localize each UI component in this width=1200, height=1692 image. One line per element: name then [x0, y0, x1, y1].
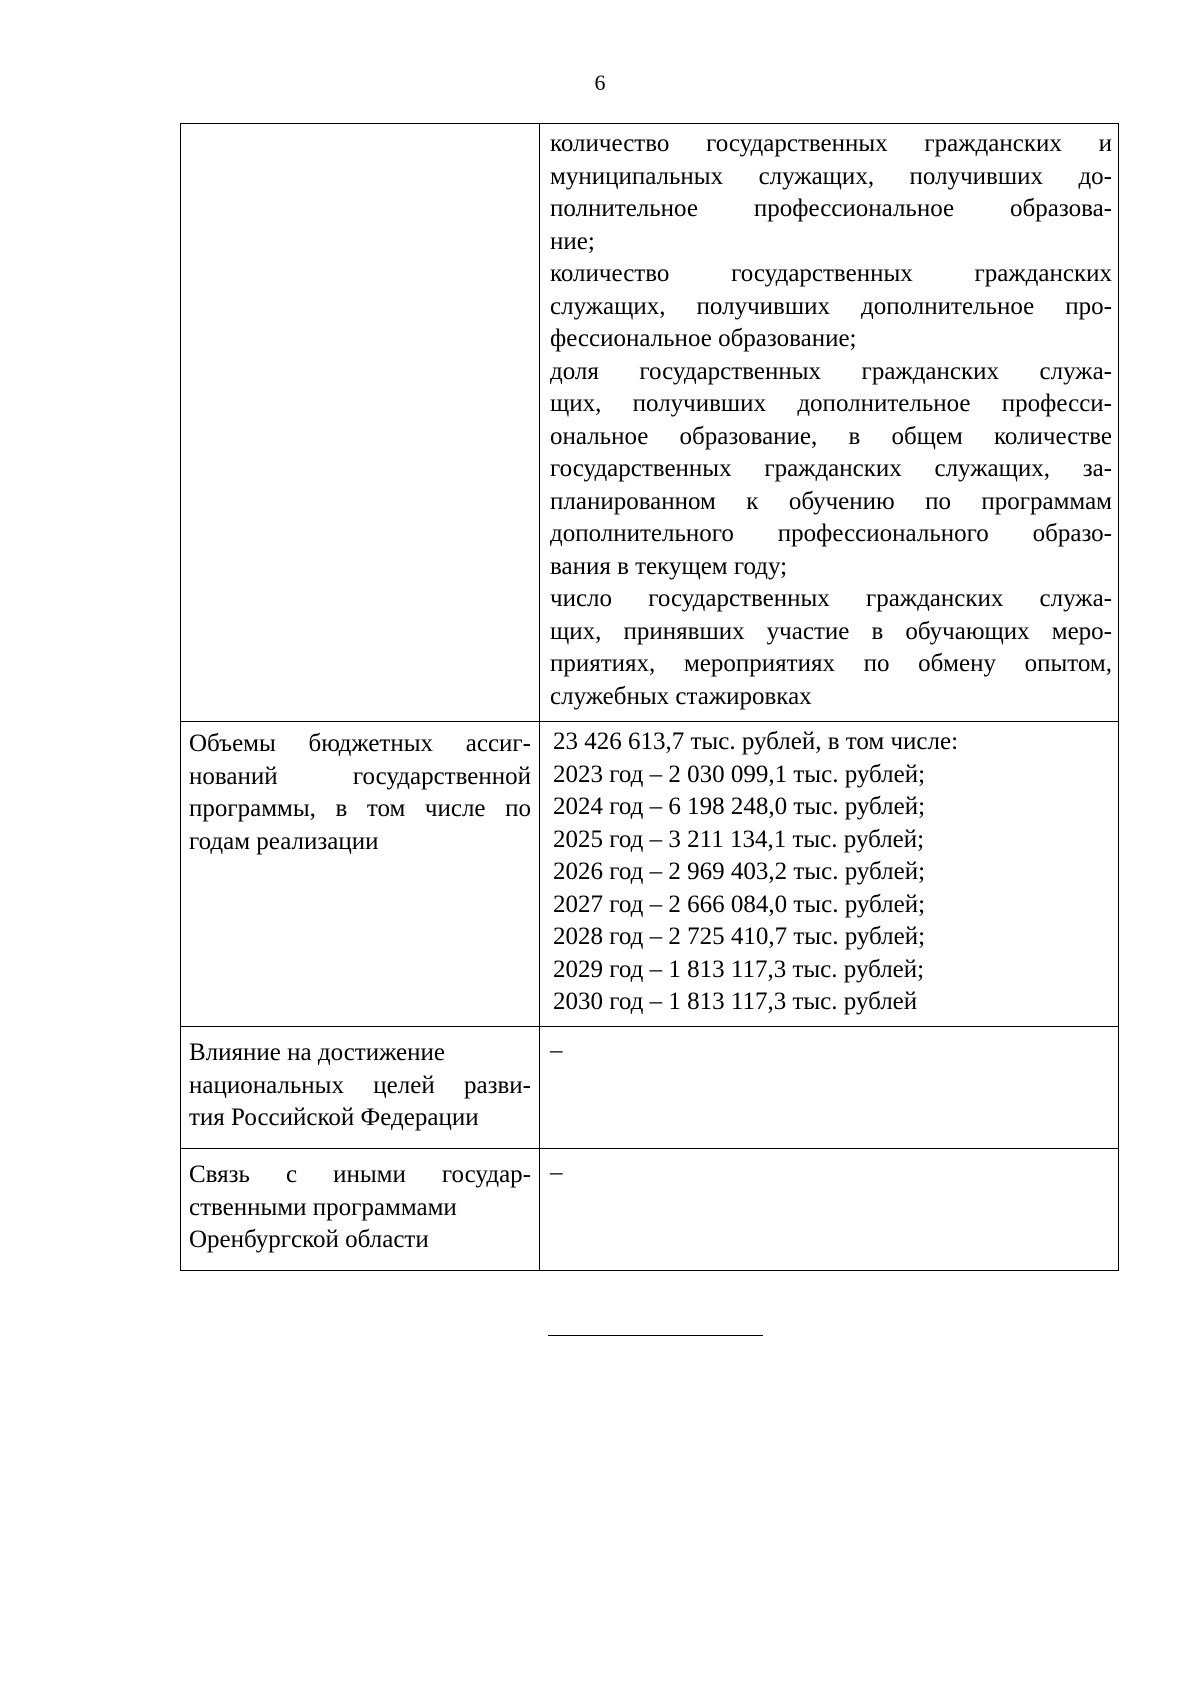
budget-label-line: Объемы бюджетных ассиг- [189, 730, 531, 757]
budget-year-line: 2030 год – 1 813 117,3 тыс. рублей [553, 988, 918, 1015]
closing-rule [548, 1335, 763, 1336]
national-goals-value: – [550, 1037, 563, 1064]
indicators-value-cell [540, 124, 1119, 722]
budget-year-line: 2027 год – 2 666 084,0 тыс. рублей; [553, 890, 926, 918]
budget-year-line: 2028 год – 2 725 410,7 тыс. рублей; [553, 923, 926, 950]
indicator-line: ние; [550, 227, 595, 255]
indicator-line: ональное образование, в общем количестве [550, 422, 1112, 450]
budget-label-cell [181, 722, 540, 1027]
national-goals-label-line: Влияние на достижение [189, 1039, 445, 1066]
related-programs-label-cell [181, 1149, 540, 1271]
budget-year-line: 2024 год – 6 198 248,0 тыс. рублей; [553, 793, 926, 820]
indicators-label-cell [181, 124, 540, 722]
indicator-line: государственных гражданских служащих, за- [550, 455, 1112, 482]
indicator-line: приятиях, мероприятиях по обмену опытом, [550, 650, 1112, 677]
table-row-national-goals [181, 1027, 1119, 1149]
indicator-line: количество государственных гражданских [550, 260, 1112, 287]
national-goals-label-line: тия Российской Федерации [189, 1104, 479, 1131]
related-programs-label-line: ственными программами [189, 1193, 457, 1221]
budget-total: 23 426 613,7 тыс. рублей, в том числе: [553, 728, 959, 755]
table-row-indicators [181, 124, 1119, 722]
related-programs-value: – [550, 1159, 563, 1186]
program-passport-table [180, 123, 1119, 1271]
related-programs-label-line: Оренбургской области [189, 1226, 429, 1253]
indicator-line: вания в текущем году; [550, 552, 788, 580]
page-number: 6 [594, 70, 606, 95]
indicator-line: число государственных гражданских служа- [550, 585, 1112, 612]
indicator-line: дополнительного профессионального образо- [550, 520, 1112, 547]
indicator-line: служащих, получивших дополнительное про- [550, 292, 1112, 320]
indicator-line: доля государственных гражданских служа- [550, 357, 1112, 385]
budget-year-line: 2026 год – 2 969 403,2 тыс. рублей; [553, 858, 926, 885]
table-row-related-programs [181, 1149, 1119, 1271]
indicator-line: полнительное профессиональное образова- [550, 195, 1112, 222]
budget-year-line: 2025 год – 3 211 134,1 тыс. рублей; [553, 825, 925, 853]
indicators-label [181, 124, 539, 130]
indicator-line: количество государственных гражданских и [550, 130, 1112, 157]
budget-label-line: нований государственной [189, 762, 531, 790]
budget-label-line: программы, в том числе по [189, 795, 531, 822]
national-goals-label-cell [181, 1027, 540, 1149]
indicator-line: щих, принявших участие в обучающих меро- [550, 617, 1112, 645]
indicator-line: служебных стажировках [550, 682, 812, 710]
national-goals-value-cell [540, 1027, 1119, 1149]
budget-value-cell [540, 722, 1119, 1027]
table-row-budget [181, 722, 1119, 1027]
related-programs-value-cell [540, 1149, 1119, 1271]
indicator-line: щих, получивших дополнительное професси- [550, 390, 1112, 417]
related-programs-label-line: Связь с иными государ- [189, 1161, 531, 1188]
budget-year-line: 2023 год – 2 030 099,1 тыс. рублей; [553, 760, 926, 788]
indicator-line: муниципальных служащих, получивших до- [550, 162, 1112, 190]
budget-label-line: годам реализации [189, 827, 379, 855]
budget-year-line: 2029 год – 1 813 117,3 тыс. рублей; [553, 955, 925, 983]
indicator-line: планированном к обучению по программам [550, 487, 1112, 515]
national-goals-label-line: национальных целей разви- [189, 1071, 531, 1099]
indicator-line: фессиональное образование; [550, 325, 857, 352]
